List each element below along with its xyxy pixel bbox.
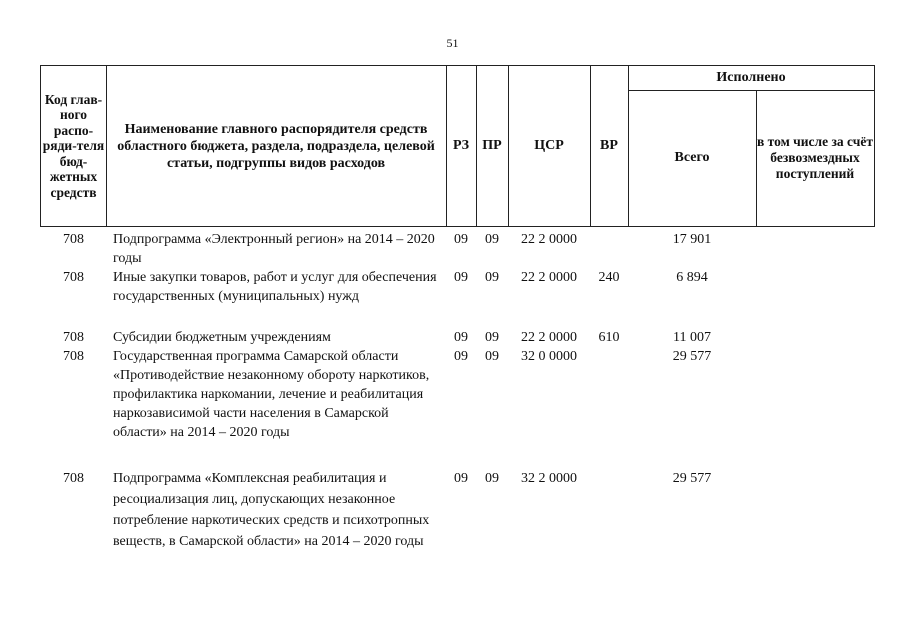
column-header-rz: РЗ bbox=[452, 138, 470, 153]
cell-pr: 09 bbox=[485, 270, 499, 285]
column-header-free: в том числе за счёт безвозмездных поступлений bbox=[756, 134, 873, 181]
cell-total: 29 577 bbox=[672, 349, 712, 364]
cell-csr: 22 2 0000 bbox=[521, 270, 577, 285]
column-header-pr: ПР bbox=[482, 138, 502, 153]
cell-name: Подпрограмма «Электронный регион» на 2014 – 2020 годы bbox=[113, 232, 435, 266]
column-header-vr: ВР bbox=[600, 138, 618, 153]
cell-total: 29 577 bbox=[672, 471, 712, 486]
cell-vr: 610 bbox=[598, 330, 620, 345]
cell-rz: 09 bbox=[454, 330, 468, 345]
cell-pr: 09 bbox=[485, 330, 499, 345]
cell-code: 708 bbox=[63, 471, 84, 486]
column-header-name: Наименование главного распорядителя средств областного бюджета, раздела, подраздела, целевой статьи, подгруппы видов расходов bbox=[117, 121, 435, 171]
cell-rz: 09 bbox=[454, 349, 468, 364]
cell-name: Подпрограмма «Комплексная реабилитация и ресоциализация лиц, допускающих незаконное потребление наркотических средств и психотропных веществ, в Самарской области» на 2014 – 2020 годы bbox=[113, 471, 430, 549]
cell-name: Иные закупки товаров, работ и услуг для обеспечения государственных (муниципальных) нужд bbox=[113, 270, 437, 304]
cell-code: 708 bbox=[63, 270, 84, 285]
page-number: 51 bbox=[446, 36, 459, 50]
cell-name: Государственная программа Самарской области «Противодействие незаконному обороту наркотиков, профилактика наркомании, лечение и реабилитация наркозависимой части населения в Самарской области» на 2014 – 2020 годы bbox=[113, 349, 430, 440]
column-header-code: Код глав-ного распо-ряди-теля бюд-жетных средств bbox=[42, 91, 105, 200]
cell-csr: 22 2 0000 bbox=[521, 330, 577, 345]
cell-name: Субсидии бюджетным учреждениям bbox=[113, 330, 331, 345]
cell-pr: 09 bbox=[485, 471, 499, 486]
cell-csr: 32 0 0000 bbox=[521, 349, 577, 364]
cell-total: 17 901 bbox=[672, 232, 712, 247]
column-header-executed: Исполнено bbox=[716, 70, 786, 85]
column-header-total: Всего bbox=[674, 150, 710, 165]
cell-rz: 09 bbox=[454, 232, 468, 247]
cell-pr: 09 bbox=[485, 232, 499, 247]
cell-pr: 09 bbox=[485, 349, 499, 364]
cell-csr: 22 2 0000 bbox=[521, 232, 577, 247]
cell-code: 708 bbox=[63, 232, 84, 247]
column-header-csr: ЦСР bbox=[534, 138, 564, 153]
cell-code: 708 bbox=[63, 349, 84, 364]
cell-csr: 32 2 0000 bbox=[521, 471, 577, 486]
cell-code: 708 bbox=[63, 330, 84, 345]
cell-total: 6 894 bbox=[676, 270, 708, 285]
cell-rz: 09 bbox=[454, 471, 468, 486]
cell-vr: 240 bbox=[598, 270, 620, 285]
cell-total: 11 007 bbox=[673, 330, 711, 345]
cell-rz: 09 bbox=[454, 270, 468, 285]
